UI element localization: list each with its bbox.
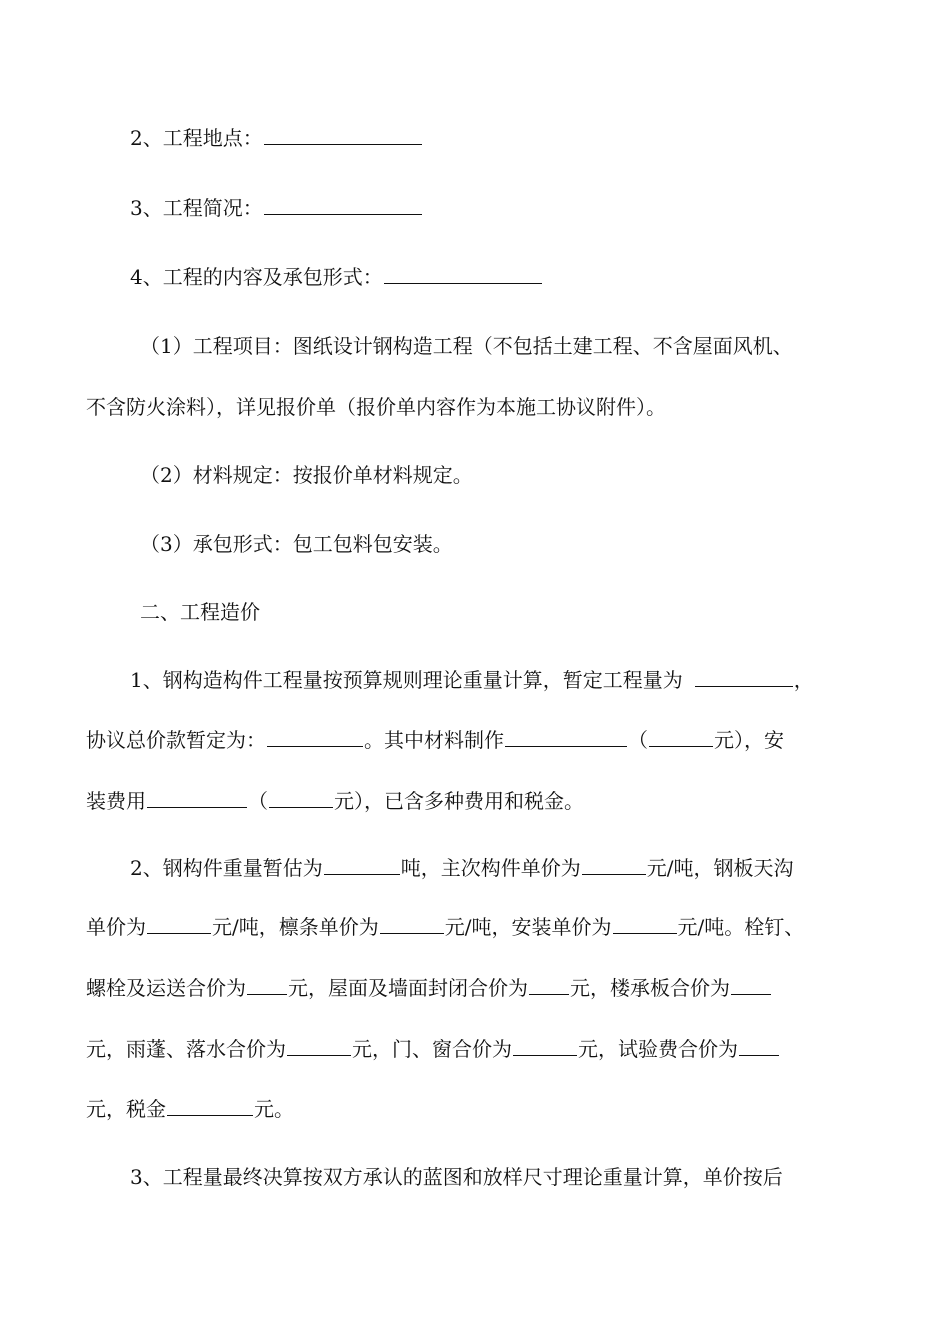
blank-gutter-price[interactable]: [147, 913, 211, 934]
label-project-location: 2、工程地点：: [130, 126, 263, 150]
text-segment: 元，门、窗合价为: [352, 1037, 512, 1061]
text-segment: 吨，主次构件单价为: [400, 856, 581, 880]
text-contract-form: （3）承包形式：包工包料包安装。: [140, 532, 453, 556]
text-segment: 元。: [254, 1097, 294, 1121]
text-segment: 元），已含多种费用和税金。: [334, 789, 584, 813]
paragraph-line: [86, 912, 876, 942]
item-project-summary: [86, 193, 876, 223]
blank-floor-deck-price[interactable]: [731, 974, 771, 995]
paragraph-line: [86, 786, 876, 816]
blank-test-fee-price[interactable]: [739, 1035, 779, 1056]
text-segment: ，: [793, 668, 814, 692]
paragraph-line: [86, 1162, 876, 1192]
blank-total-price[interactable]: [267, 726, 363, 747]
blank-material-cost[interactable]: [505, 726, 627, 747]
paragraph-line: [86, 460, 876, 490]
heading-project-cost: 二、工程造价: [140, 600, 260, 624]
paragraph-line: [86, 853, 876, 883]
text-segment: 元），安: [714, 728, 784, 752]
paragraph-line: [86, 1094, 876, 1124]
item-project-location: [86, 123, 876, 153]
text-project-items-cont: 不含防火涂料），详见报价单（报价单内容作为本施工协议附件）。: [86, 395, 666, 419]
text-segment: 元，试验费合价为: [578, 1037, 738, 1061]
label-project-summary: 3、工程简况：: [130, 196, 263, 220]
blank-steel-weight[interactable]: [324, 854, 400, 875]
text-final-settlement: 3、工程量最终决算按双方承认的蓝图和放样尺寸理论重量计算，单价按后: [130, 1165, 783, 1189]
text-segment: 元/吨。栓钉、: [677, 915, 805, 939]
text-segment: 2、钢构件重量暂估为: [130, 856, 323, 880]
text-material-requirements: （2）材料规定：按报价单材料规定。: [140, 463, 473, 487]
paragraph-line: [86, 331, 876, 361]
blank-bolt-transport-price[interactable]: [247, 974, 287, 995]
text-segment: 螺栓及运送合价为: [86, 976, 246, 1000]
blank-material-cost-yuan[interactable]: [649, 726, 713, 747]
blank-roof-wall-price[interactable]: [529, 974, 569, 995]
blank-tax[interactable]: [167, 1095, 253, 1116]
paragraph-line: [86, 725, 876, 755]
text-segment: 单价为: [86, 915, 146, 939]
paragraph-line: [86, 529, 876, 559]
blank-installation-unit-price[interactable]: [613, 913, 677, 934]
text-segment: 元/吨，钢板天沟: [646, 856, 794, 880]
blank-project-summary[interactable]: [264, 194, 422, 215]
text-segment: 元，雨蓬、落水合价为: [86, 1037, 286, 1061]
blank-door-window-price[interactable]: [513, 1035, 577, 1056]
blank-tentative-quantity[interactable]: [695, 666, 793, 687]
blank-project-content[interactable]: [384, 263, 542, 284]
text-segment: （: [248, 789, 268, 813]
text-segment: 元，屋面及墙面封闭合价为: [288, 976, 528, 1000]
text-segment: （: [628, 728, 648, 752]
blank-canopy-drain-price[interactable]: [287, 1035, 351, 1056]
text-segment: 装费用: [86, 789, 146, 813]
text-segment: 协议总价款暂定为：: [86, 728, 266, 752]
text-segment: 元，楼承板合价为: [570, 976, 730, 1000]
paragraph-line: [86, 973, 876, 1003]
item-project-content: [86, 262, 876, 292]
blank-installation-cost-yuan[interactable]: [269, 787, 333, 808]
blank-project-location[interactable]: [264, 124, 422, 145]
section-heading-cost: [86, 597, 876, 627]
text-segment: 元/吨，檩条单价为: [212, 915, 379, 939]
blank-main-component-price[interactable]: [582, 854, 646, 875]
blank-purlin-price[interactable]: [380, 913, 444, 934]
paragraph-line: [86, 665, 876, 695]
text-segment: 1、钢构造构件工程量按预算规则理论重量计算，暂定工程量为: [130, 668, 683, 692]
text-segment: 元/吨，安装单价为: [444, 915, 612, 939]
text-segment: 。其中材料制作: [364, 728, 504, 752]
label-project-content: 4、工程的内容及承包形式：: [130, 265, 383, 289]
paragraph-line: [86, 392, 876, 422]
text-project-items: （1）工程项目：图纸设计钢构造工程（不包括土建工程、不含屋面风机、: [140, 334, 793, 358]
text-segment: 元，税金: [86, 1097, 166, 1121]
blank-installation-cost[interactable]: [147, 787, 247, 808]
paragraph-line: [86, 1034, 876, 1064]
